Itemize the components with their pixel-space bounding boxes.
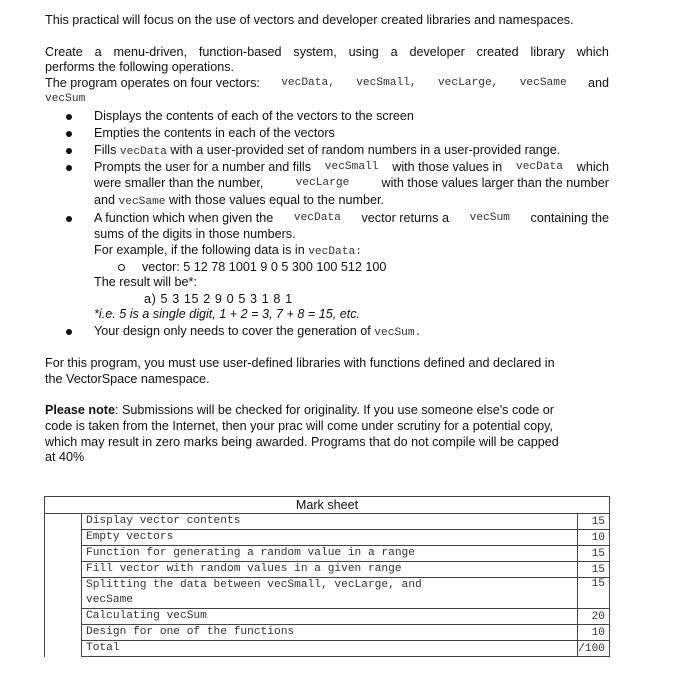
table-row: Function for generating a random value in a range 15: [45, 546, 610, 562]
table-row: Calculating vecSum 20: [45, 609, 610, 625]
bullet-5-line-1: A function which when given the vecData vector returns a vecSum containing the: [94, 211, 609, 225]
operates-line: The program operates on four vectors: vecData, vecSmall, vecLarge, vecSame and: [45, 76, 609, 90]
bullet-2-dot: [66, 131, 72, 137]
bullet-4-line-1: Prompts the user for a number and fills vecSmall with those values in vecData which: [94, 160, 609, 174]
create-line-2: performs the following operations.: [45, 60, 235, 74]
result-label: The result will be*:: [94, 275, 197, 289]
mark-sheet-table: [44, 496, 610, 657]
bullet-6-dot: [66, 329, 72, 335]
table-row-total: Total /100: [45, 641, 610, 657]
program-line-2: the VectorSpace namespace.: [45, 372, 210, 386]
last-vector: vecSum: [45, 93, 86, 105]
table-row: Splitting the data between vecSmall, vecLarge, and vecSame 15: [45, 578, 610, 609]
sub-bullet-circle-icon: [118, 264, 125, 271]
bullet-6: Your design only needs to cover the generation of vecSum.: [94, 324, 422, 339]
bullet-3: Fills vecData with a user-provided set of random numbers in a user-provided range.: [94, 143, 561, 158]
bullet-2: Empties the contents in each of the vectors: [94, 126, 335, 140]
sub-vector-example: vector: 5 12 78 1001 9 0 5 300 100 512 100: [142, 260, 387, 274]
table-row: Empty vectors 10: [45, 530, 610, 546]
bullet-3-dot: [66, 148, 72, 154]
bullet-4-line-2: were smaller than the number, vecLarge with those values larger than the number: [94, 176, 609, 190]
result-value: a) 5 3 15 2 9 0 5 3 1 8 1: [144, 292, 293, 306]
bullet-1: Displays the contents of each of the vectors to the screen: [94, 109, 414, 123]
note-line-1: Please note: Submissions will be checked for originality. If you use someone else's code or: [45, 403, 554, 417]
bullet-1-dot: [66, 114, 72, 120]
mark-sheet-title: Mark sheet: [45, 497, 610, 514]
note-line-4: at 40%: [45, 450, 85, 464]
intro-text: This practical will focus on the use of vectors and developer created libraries and namespaces.: [45, 13, 574, 27]
bullet-5-line-3: For example, if the following data is in vecData:: [94, 243, 362, 258]
program-line-1: For this program, you must use user-defined libraries with functions defined and declared in: [45, 356, 555, 370]
bullet-5-line-2: sums of the digits in those numbers.: [94, 227, 296, 241]
table-row: Fill vector with random values in a given range 15: [45, 562, 610, 578]
bullet-5-dot: [66, 216, 72, 222]
bullet-4-line-3: and vecSame with those values equal to the number.: [94, 193, 384, 208]
note-line-3: which may result in zero marks being awarded. Programs that do not compile will be capped: [45, 435, 559, 449]
footnote: *i.e. 5 is a single digit, 1 + 2 = 3, 7 + 8 = 15, etc.: [94, 307, 361, 321]
bullet-4-dot: [66, 165, 72, 171]
table-row: Design for one of the functions 10: [45, 625, 610, 641]
table-row: Display vector contents 15: [45, 514, 610, 530]
note-line-2: code is taken from the Internet, then your prac will come under scrutiny for a potential copy,: [45, 419, 553, 433]
create-line-1: Create a menu-driven, function-based system, using a developer created library which: [45, 45, 609, 59]
